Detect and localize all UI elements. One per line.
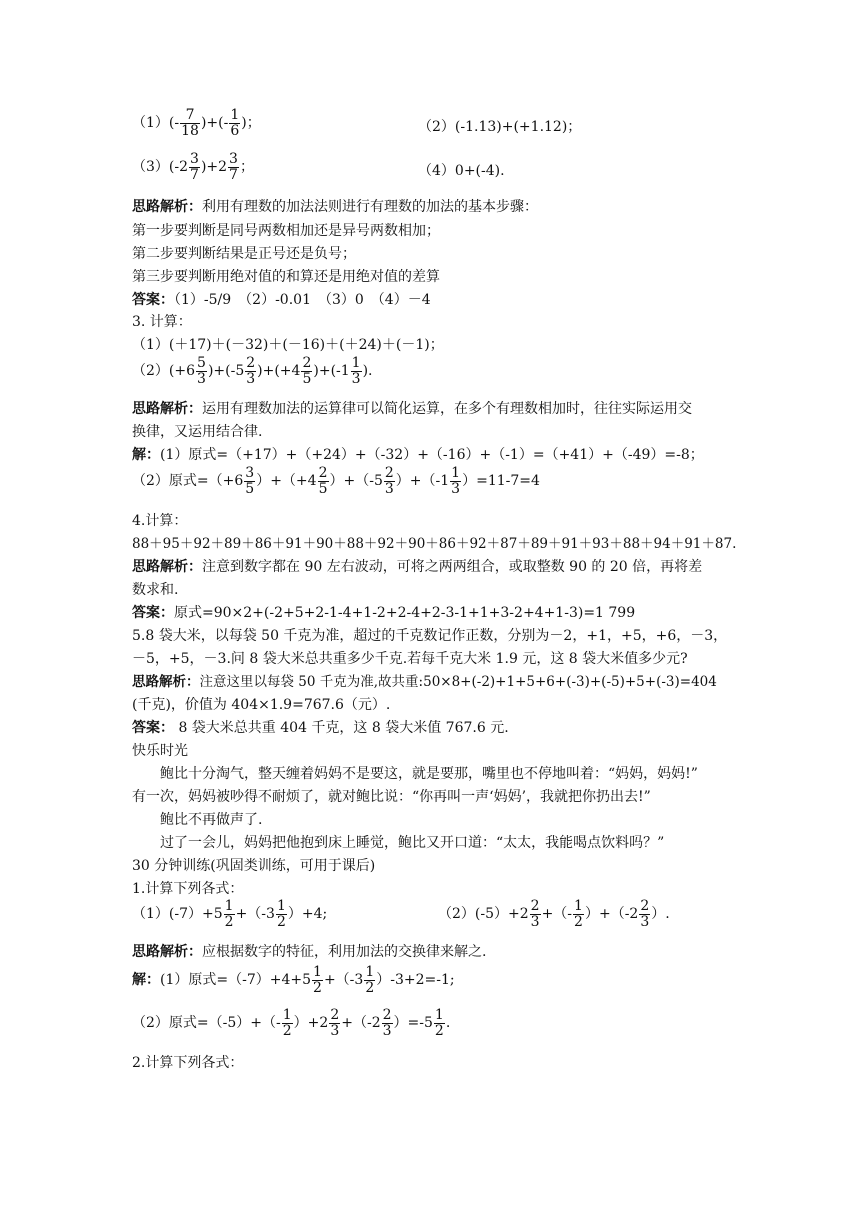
text: ）. — [651, 906, 670, 923]
text: +（-3 — [235, 906, 275, 923]
question-3-solution-1 — [132, 446, 704, 465]
text: )+(-5 — [207, 363, 245, 380]
step-2: 第二步要判断结果是正号还是负号； — [132, 246, 356, 262]
fraction: $\frac{2}{5}$ — [318, 465, 328, 498]
text: +（-3 — [323, 972, 364, 989]
fraction: $\frac{1}{2}$ — [365, 964, 375, 997]
fraction: $\frac{2}{3}$ — [530, 898, 540, 931]
problem-2: （2）(-1.13)+(+1.12)； — [418, 119, 582, 135]
text: 运用有理数加法的运算律可以简化运算，在多个有理数相加时，往往实际运用交 — [202, 401, 692, 417]
text: (1）原式=（+17）+（+24）+（-32）+（-16）+（-1）=（+41）+（-49）=-8； — [160, 447, 704, 463]
training-solution-2 — [132, 1008, 450, 1040]
question-3-analysis-cont: 换律，又运用结合律. — [132, 424, 263, 440]
question-3-solution-2 — [132, 466, 540, 498]
text: （2）原式=（+6 — [132, 473, 244, 490]
text: ）+2 — [293, 1015, 329, 1032]
training-q2-title: 2.计算下列各式： — [132, 1055, 244, 1071]
text: )+(-1 — [313, 363, 350, 380]
text: 8 袋大米总共重 404 千克，这 8 袋大米值 767.6 元. — [174, 720, 509, 736]
question-5-answer — [132, 719, 509, 738]
training-analysis — [132, 943, 486, 962]
text: ）=11-7=4 — [462, 473, 540, 490]
fraction: $\frac{1}{3}$ — [351, 355, 361, 388]
text: )； — [241, 115, 261, 132]
text: （1）(- — [132, 115, 180, 132]
question-4-analysis-cont: 数求和. — [132, 582, 179, 598]
fraction: $\frac{2}{3}$ — [640, 898, 650, 931]
text: ）=-5 — [393, 1015, 433, 1032]
training-q1-part-1 — [132, 899, 327, 931]
question-3-part-2 — [132, 356, 373, 388]
text: 原式=90×2+(-2+5+2-1-4+1-2+2-4+2-3-1+1+3-2+4+1-3)=1 799 — [174, 605, 636, 621]
text: （2）(-5）+2 — [438, 906, 529, 923]
answer-label: 答案： — [132, 605, 174, 621]
text: . — [445, 1015, 451, 1032]
text: 注意这里以每袋 50 千克为准,故共重:50×8+(-2)+1+5+6+(-3)+(-5)+5+(-3)=404 — [199, 674, 717, 690]
text: （3）(-2 — [132, 159, 189, 176]
story-paragraph-1-cont: 有一次，妈妈被吵得不耐烦了，就对鲍比说：“你再叫一声‘妈妈’，我就把你扔出去!” — [132, 789, 651, 805]
text: （1）-5/9 （2）-0.01 （3）0 （4）－4 — [174, 292, 431, 308]
question-4-expression: 88＋95＋92＋89＋86＋91＋90＋88＋92＋90＋86＋92＋87＋89＋91＋93＋88＋94＋91＋87. — [132, 536, 737, 552]
fraction: $\frac{1}{2}$ — [276, 898, 286, 931]
answer-label: 答案： — [132, 720, 174, 736]
question-4-analysis — [132, 558, 702, 577]
text: ； — [239, 159, 254, 176]
question-3-analysis — [132, 400, 692, 419]
fraction: $\frac{2}{3}$ — [246, 355, 256, 388]
text: )+2 — [200, 159, 228, 176]
fraction: $\frac{3}{7}$ — [190, 151, 199, 184]
fraction: $\frac{7}{18}$ — [181, 107, 199, 140]
analysis-label: 思路解析： — [132, 199, 202, 215]
text: ）+（-1 — [395, 473, 450, 490]
fraction: $\frac{1}{2}$ — [574, 898, 583, 931]
text: 注意到数字都在 90 左右波动，可将之两两组合，或取整数 90 的 20 倍，再将差 — [202, 559, 703, 575]
fraction: $\frac{3}{5}$ — [245, 465, 255, 498]
text: ). — [362, 363, 373, 380]
question-5-line-1: 5.8 袋大米，以每袋 50 千克为准，超过的千克数记作正数，分别为－2，+1，+5，+6，－3， — [132, 628, 728, 644]
analysis-label: 思路解析： — [132, 944, 202, 960]
text: 利用有理数的加法法则进行有理数的加法的基本步骤： — [202, 199, 538, 215]
text: +（- — [541, 906, 573, 923]
fraction: $\frac{1}{3}$ — [451, 465, 461, 498]
fraction: $\frac{2}{3}$ — [330, 1007, 340, 1040]
analysis-label: 思路解析： — [132, 401, 202, 417]
solution-label: 解： — [132, 447, 160, 463]
problem-4: （4）0+(-4). — [418, 163, 505, 179]
analysis-label: 思路解析： — [132, 674, 200, 690]
fraction: $\frac{2}{3}$ — [384, 465, 394, 498]
text: ）-3+2=-1; — [376, 972, 455, 989]
story-paragraph-3: 过了一会儿，妈妈把他抱到床上睡觉，鲍比又开口道：“太太，我能喝点饮料吗？” — [160, 835, 665, 851]
step-3: 第三步要判断用绝对值的和算还是用绝对值的差算 — [132, 269, 440, 285]
fraction: $\frac{1}{2}$ — [313, 964, 322, 997]
question-5-analysis — [132, 673, 717, 691]
story-title: 快乐时光 — [132, 743, 188, 759]
analysis-paragraph — [132, 198, 538, 217]
text: （2）(+6 — [132, 363, 196, 380]
answer-label: 答案： — [132, 292, 174, 308]
training-q1-title: 1.计算下列各式： — [132, 881, 244, 897]
problem-3 — [132, 152, 254, 184]
training-solution-1 — [132, 965, 455, 997]
fraction: $\frac{2}{3}$ — [382, 1007, 392, 1040]
story-paragraph-2: 鲍比不再做声了. — [160, 812, 263, 828]
question-3-title: 3. 计算： — [132, 314, 192, 330]
question-4-answer — [132, 604, 635, 623]
training-title: 30 分钟训练(巩固类训练，可用于课后) — [132, 858, 376, 874]
question-4-title: 4.计算： — [132, 513, 188, 529]
fraction: $\frac{1}{2}$ — [282, 1007, 292, 1040]
text: （2）原式=（-5）+（- — [132, 1015, 281, 1032]
text: ）+（-2 — [584, 906, 639, 923]
story-paragraph-1: 鲍比十分淘气，整天缠着妈妈不是要这，就是要那，嘴里也不停地叫着：“妈妈，妈妈!” — [160, 766, 698, 782]
answer — [132, 291, 431, 310]
question-3-part-1: （1）(＋17)＋(－32)＋(－16)＋(＋24)＋(－1)； — [132, 337, 444, 353]
text: （1）(-7）+5 — [132, 906, 223, 923]
training-q1-part-2 — [438, 899, 670, 931]
text: )+(- — [200, 115, 229, 132]
text: ）+4; — [287, 906, 328, 923]
text: 应根据数字的特征，利用加法的交换律来解之. — [202, 944, 487, 960]
fraction: $\frac{3}{7}$ — [229, 151, 238, 184]
text: ）+（-5 — [329, 473, 383, 490]
step-1: 第一步要判断是同号两数相加还是异号两数相加； — [132, 223, 440, 239]
solution-label: 解： — [132, 972, 160, 989]
text: )+(+4 — [257, 363, 301, 380]
fraction: $\frac{1}{2}$ — [434, 1007, 444, 1040]
text: +（-2 — [341, 1015, 381, 1032]
analysis-label: 思路解析： — [132, 559, 202, 575]
fraction: $\frac{2}{5}$ — [302, 355, 312, 388]
fraction: $\frac{1}{2}$ — [224, 898, 234, 931]
fraction: $\frac{1}{6}$ — [230, 107, 240, 140]
text: ）+（+4 — [256, 473, 317, 490]
question-5-analysis-cont: (千克)，价值为 404×1.9=767.6（元）. — [132, 697, 391, 713]
problem-1 — [132, 108, 261, 140]
question-5-line-2: －5，+5，－3.问 8 袋大米总共重多少千克.若每千克大米 1.9 元，这 8 袋大米值多少元? — [132, 651, 688, 667]
text: (1）原式=（-7）+4+5 — [160, 972, 312, 989]
fraction: $\frac{5}{3}$ — [197, 355, 206, 388]
